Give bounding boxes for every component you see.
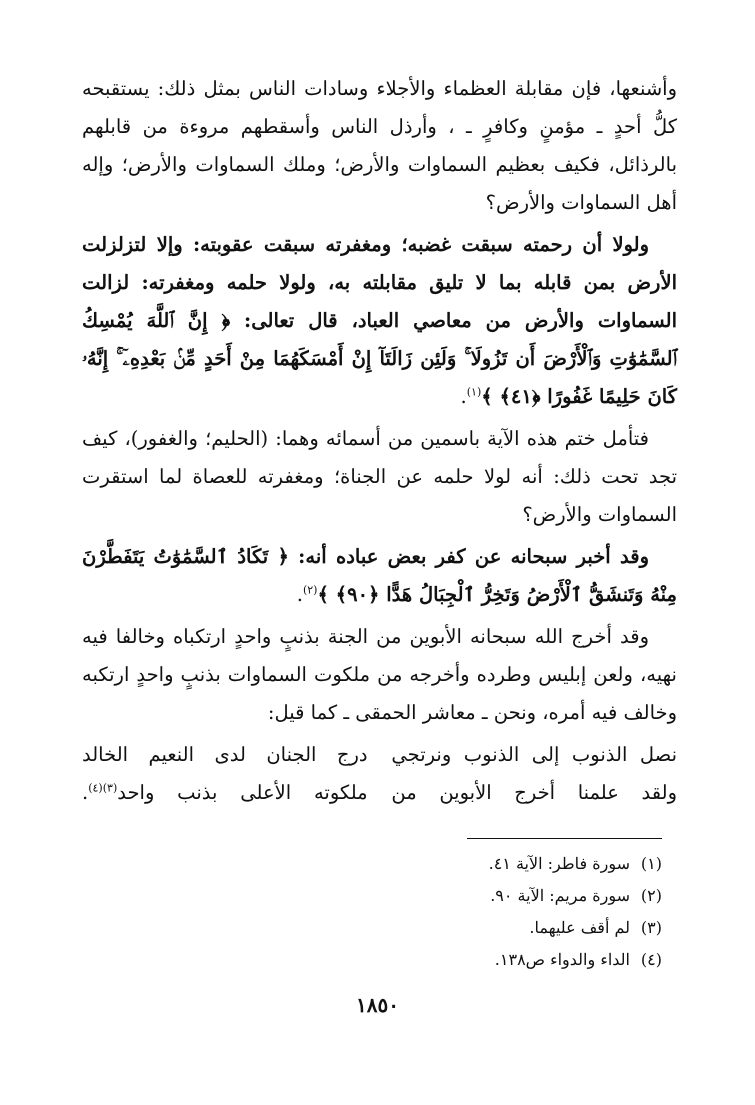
- paragraph-2-text: ولولا أن رحمته سبقت غضبه؛ ومغفرته سبقت عقوبته: وإلا لتزلزلت الأرض بمن قابله بما لا تليق مقابلته به، ولولا حلمه ومغفرته: لزالت السماوات والأرض من معاصي العباد، قال تعالى: ﴿ إِنَّ ٱللَّهَ يُمْسِكُ ٱلسَّمَٰوَٰتِ وَٱلْأَرْضَ أَن تَزُولَا ۚ وَلَئِن زَالَتَآ إِنْ أَمْسَكَهُمَا مِنْ أَحَدٍ مِّنۢ بَعْدِهِۦٓ ۚ إِنَّهُۥ كَانَ حَلِيمًا غَفُورًا ﴿٤١﴾ ﴾: [82, 233, 677, 408]
- poem-line-2-second-hemistich-wrap: [82, 774, 368, 812]
- paragraph-1: [82, 70, 677, 222]
- footnote-number: (٢): [640, 886, 662, 905]
- footnote-4: [82, 944, 662, 976]
- poem-line-1-first-hemistich: نصل الذنوب إلى الذنوب ونرتجي: [391, 743, 677, 766]
- footnote-text: الداء والدواء ص١٣٨.: [494, 950, 630, 969]
- paragraph-2-tail: .: [460, 385, 467, 408]
- paragraph-3-text: فتأمل ختم هذه الآية باسمين من أسمائه وهما: (الحليم؛ والغفور)، كيف تجد تحت ذلك: أنه لولا حلمه عن الجناة؛ ومغفرته للعصاة لما استقرت السماوات والأرض؟: [82, 427, 677, 526]
- footnote-ref-2: (٢): [302, 583, 318, 597]
- footnote-3: [82, 912, 662, 944]
- page-number: ١٨٥٠: [356, 993, 399, 1017]
- footnote-number: (١): [640, 854, 662, 873]
- poem-line-2-tail: .: [82, 781, 89, 804]
- footnote-text: سورة فاطر: الآية ٤١.: [488, 854, 630, 873]
- paragraph-1-text: وأشنعها، فإن مقابلة العظماء والأجلاء وسادات الناس بمثل ذلك: يستقبحه كلُّ أحدٍ ـ مؤمنٍ وكافرٍ ـ ، وأرذل الناس وأسقطهم مروءة من قابلهم بالرذائل، فكيف بعظيم السماوات والأرض؛ وملك السماوات والأرض؛ وإله أهل السماوات والأرض؟: [82, 77, 677, 214]
- poem-line-2-second-hemistich: ملكوته الأعلى بذنب واحد: [117, 781, 368, 804]
- footnote-text: سورة مريم: الآية ٩٠.: [490, 886, 630, 905]
- paragraph-4: [82, 538, 677, 614]
- footnote-number: (٣): [640, 918, 662, 937]
- poem-line-1-second-hemistich: درج الجنان لدى النعيم الخالد: [82, 743, 368, 766]
- footnote-text: لم أقف عليهما.: [529, 918, 630, 937]
- main-text: [82, 70, 677, 812]
- footnote-1: [82, 848, 662, 880]
- paragraph-4-text: وقد أخبر سبحانه عن كفر بعض عباده أنه: ﴿ تَكَادُ ٱلسَّمَٰوَٰتُ يَتَفَطَّرْنَ مِنْهُ وَتَنشَقُّ ٱلْأَرْضُ وَتَخِرُّ ٱلْجِبَالُ هَدًّا ﴿٩٠﴾ ﴾: [82, 545, 677, 606]
- paragraph-5: [82, 618, 677, 732]
- footnote-ref-1: (١): [466, 385, 482, 399]
- poem-line-2-first-hemistich: ولقد علمنا أخرج الأبوين من: [391, 781, 677, 804]
- paragraph-2: [82, 226, 677, 416]
- footnote-ref-3-4: (٣)(٤): [88, 781, 118, 795]
- footnotes: [82, 848, 662, 976]
- poem-line-2: [82, 774, 677, 812]
- paragraph-4-tail: .: [296, 583, 303, 606]
- footnote-number: (٤): [640, 950, 662, 969]
- paragraph-5-text: وقد أخرج الله سبحانه الأبوين من الجنة بذنبٍ واحدٍ ارتكباه وخالفا فيه نهيه، ولعن إبليس وطرده وأخرجه من ملكوت السماوات بذنبٍ واحدٍ ارتكبه وخالف فيه أمره، ونحن ـ معاشر الحمقى ـ كما قيل:: [82, 625, 677, 724]
- footnote-2: [82, 880, 662, 912]
- footnote-divider: [467, 838, 662, 839]
- paragraph-3: [82, 420, 677, 534]
- poem-line-1: [82, 736, 677, 774]
